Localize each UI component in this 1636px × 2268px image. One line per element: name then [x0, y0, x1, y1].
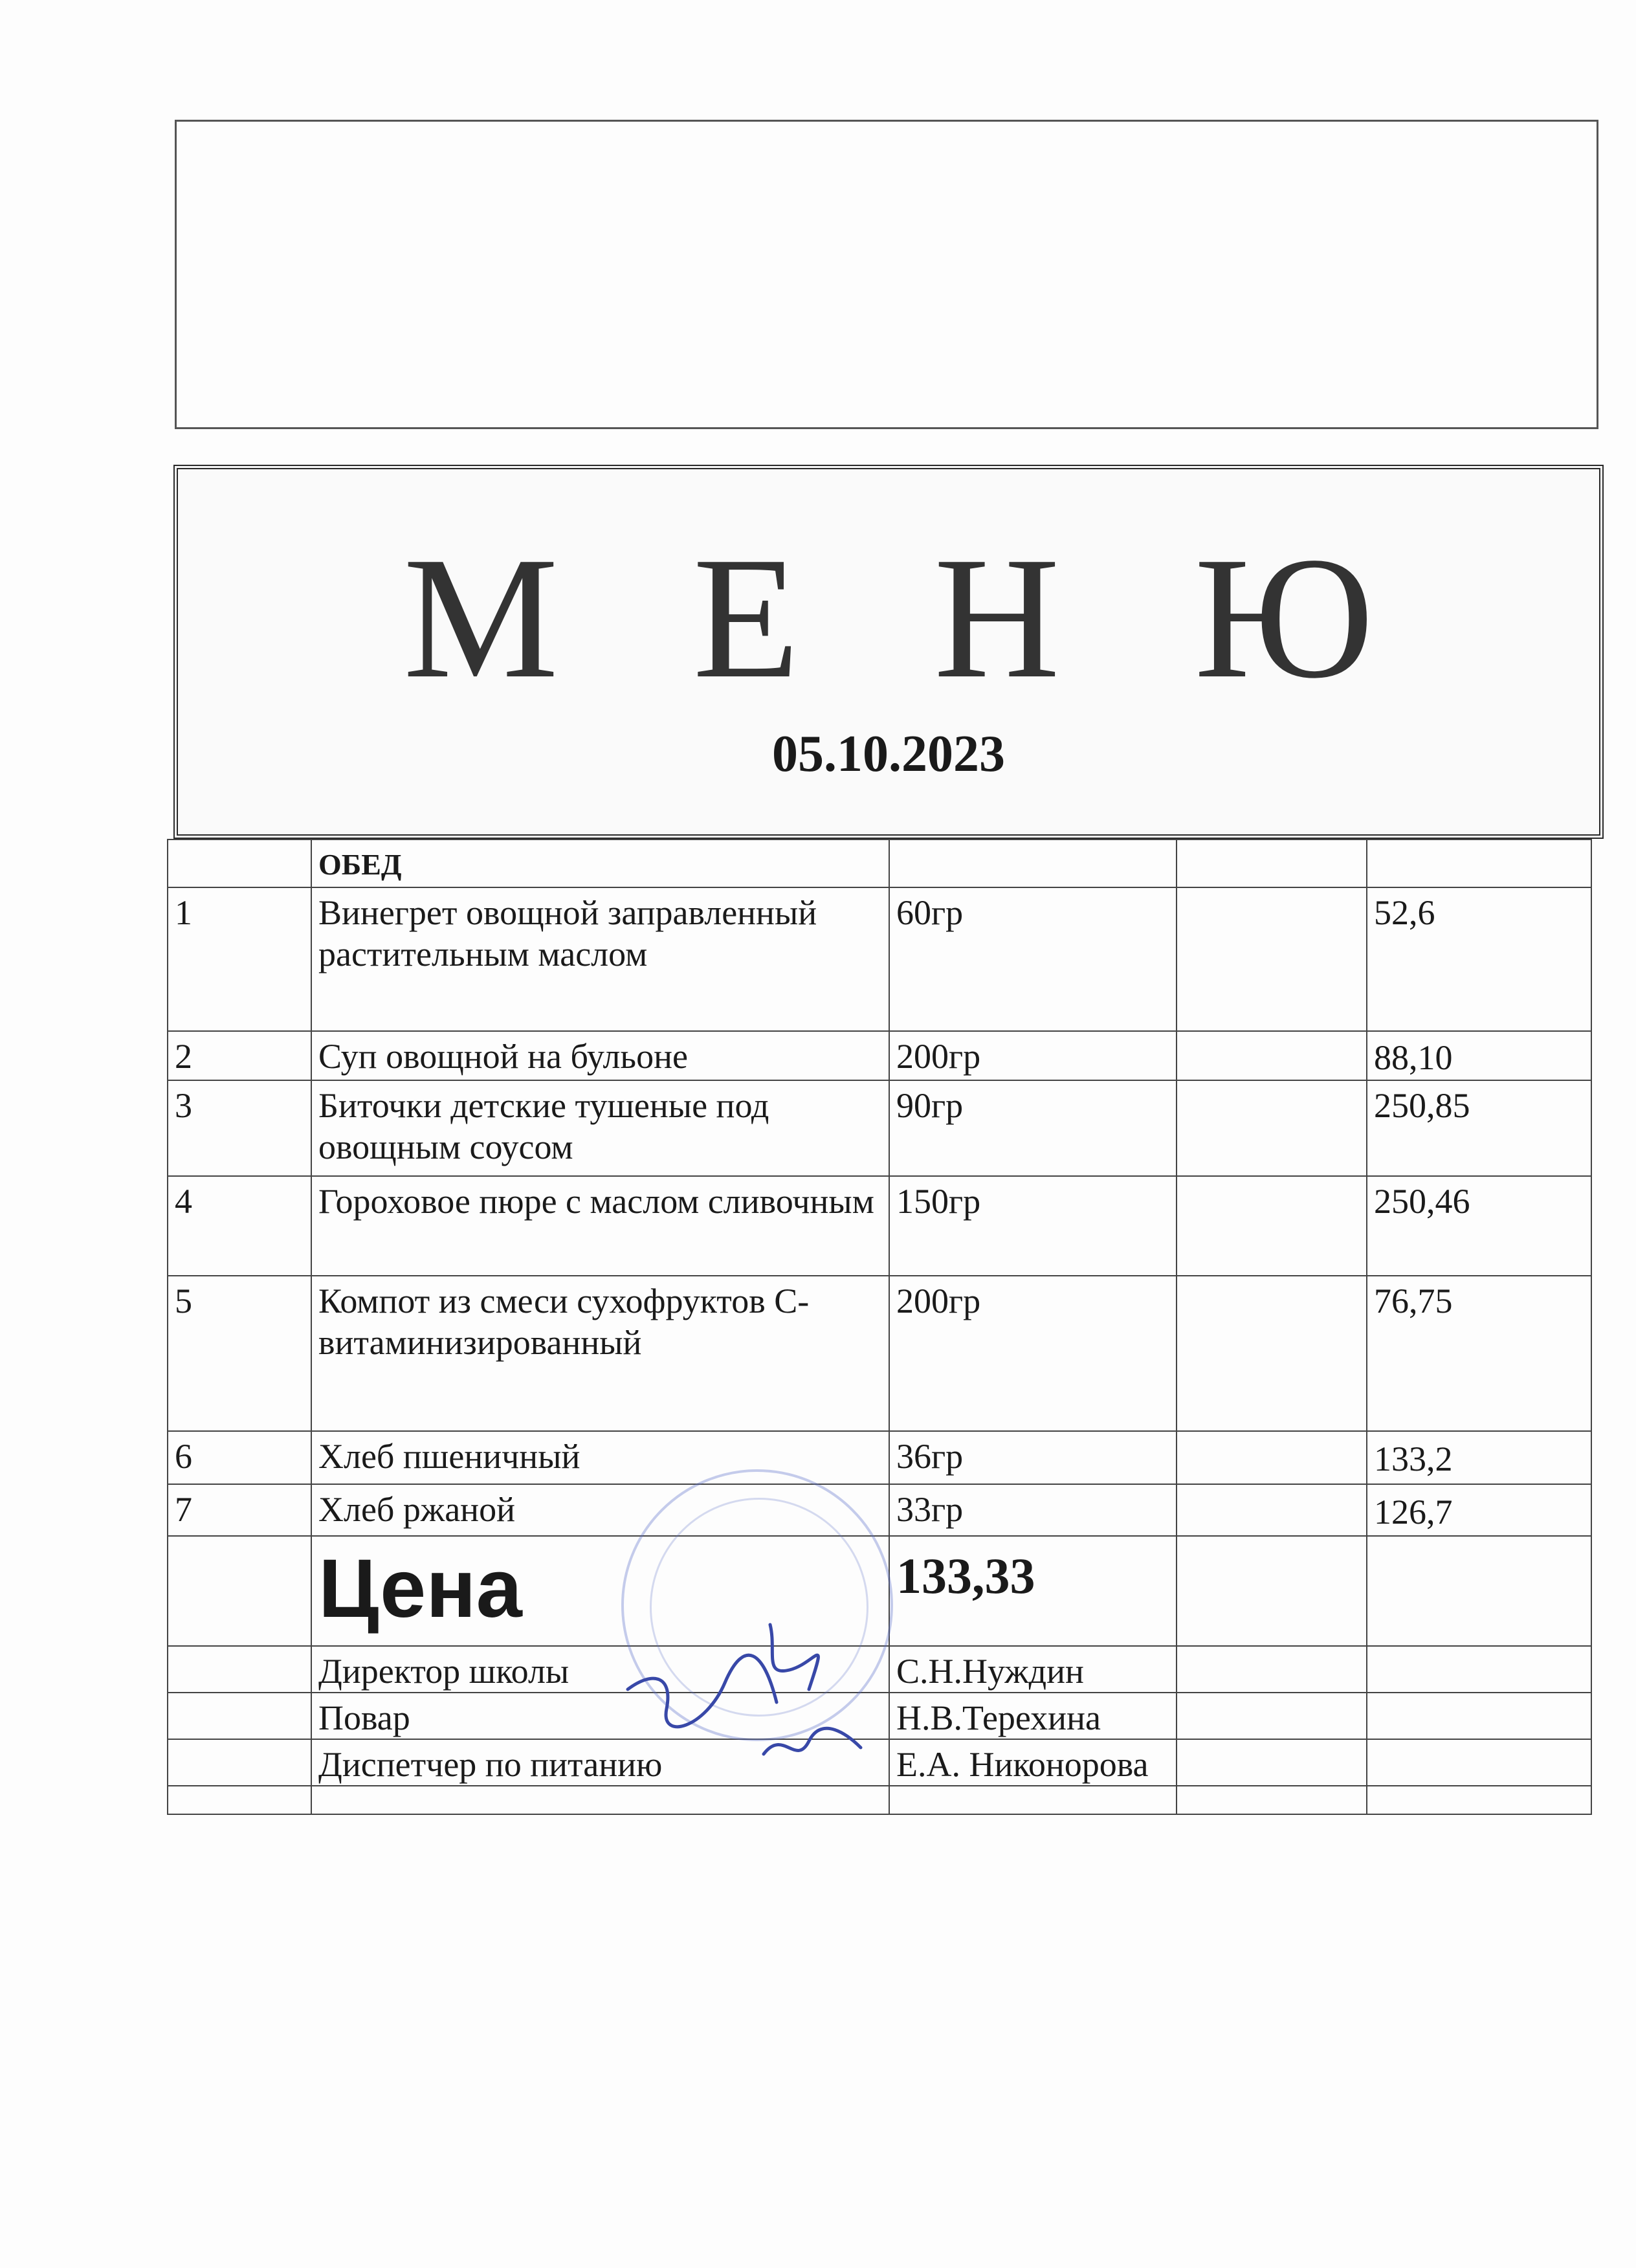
item-number: 4: [168, 1176, 311, 1276]
item-number: 5: [168, 1276, 311, 1431]
staff-role: Повар: [311, 1693, 889, 1739]
item-weight: 60гр: [889, 887, 1177, 1031]
item-name: Биточки детские тушеные под овощным соусом: [311, 1080, 889, 1176]
menu-date: 05.10.2023: [772, 726, 1005, 783]
section-row: [168, 839, 1591, 887]
item-name: Хлеб ржаной: [311, 1484, 889, 1536]
item-weight: 90гр: [889, 1080, 1177, 1176]
staff-name: Н.В.Терехина: [889, 1693, 1177, 1739]
item-weight: 36гр: [889, 1431, 1177, 1484]
table-row: [168, 1276, 1591, 1431]
menu-title: М Е Н Ю: [403, 521, 1419, 715]
staff-role: Диспетчер по питанию: [311, 1739, 889, 1786]
table-row: [168, 1031, 1591, 1080]
item-number: 1: [168, 887, 311, 1031]
item-name: Суп овощной на бульоне: [311, 1031, 889, 1080]
item-value: 250,46: [1367, 1176, 1591, 1276]
item-weight: 200гр: [889, 1276, 1177, 1431]
item-number: 7: [168, 1484, 311, 1536]
table-row: [168, 887, 1591, 1031]
header-blank-box: [175, 120, 1598, 429]
table-row: [168, 1431, 1591, 1484]
table-row: [168, 1080, 1591, 1176]
item-value: 88,10: [1367, 1031, 1591, 1080]
item-name: Гороховое пюре с маслом сливочным: [311, 1176, 889, 1276]
item-number: 2: [168, 1031, 311, 1080]
item-name: Компот из смеси сухофруктов С-витаминизированный: [311, 1276, 889, 1431]
item-value: 133,2: [1367, 1431, 1591, 1484]
table-row: [168, 1176, 1591, 1276]
staff-row: [168, 1693, 1591, 1739]
item-value: 250,85: [1367, 1080, 1591, 1176]
price-value: 133,33: [889, 1536, 1177, 1646]
section-heading: ОБЕД: [311, 839, 889, 887]
item-name: Хлеб пшеничный: [311, 1431, 889, 1484]
item-weight: 33гр: [889, 1484, 1177, 1536]
empty-row: [168, 1786, 1591, 1814]
item-name: Винегрет овощной заправленный растительным маслом: [311, 887, 889, 1031]
title-box: [173, 465, 1604, 839]
menu-table: [167, 839, 1592, 1815]
staff-name: Е.А. Никонорова: [889, 1739, 1177, 1786]
staff-row: [168, 1739, 1591, 1786]
staff-role: Директор школы: [311, 1646, 889, 1693]
staff-name: С.Н.Нуждин: [889, 1646, 1177, 1693]
price-label: Цена: [311, 1536, 889, 1646]
item-weight: 150гр: [889, 1176, 1177, 1276]
signature: [615, 1612, 874, 1780]
item-number: 6: [168, 1431, 311, 1484]
item-value: 76,75: [1367, 1276, 1591, 1431]
item-value: 52,6: [1367, 887, 1591, 1031]
item-weight: 200гр: [889, 1031, 1177, 1080]
table-row: [168, 1484, 1591, 1536]
item-value: 126,7: [1367, 1484, 1591, 1536]
item-number: 3: [168, 1080, 311, 1176]
